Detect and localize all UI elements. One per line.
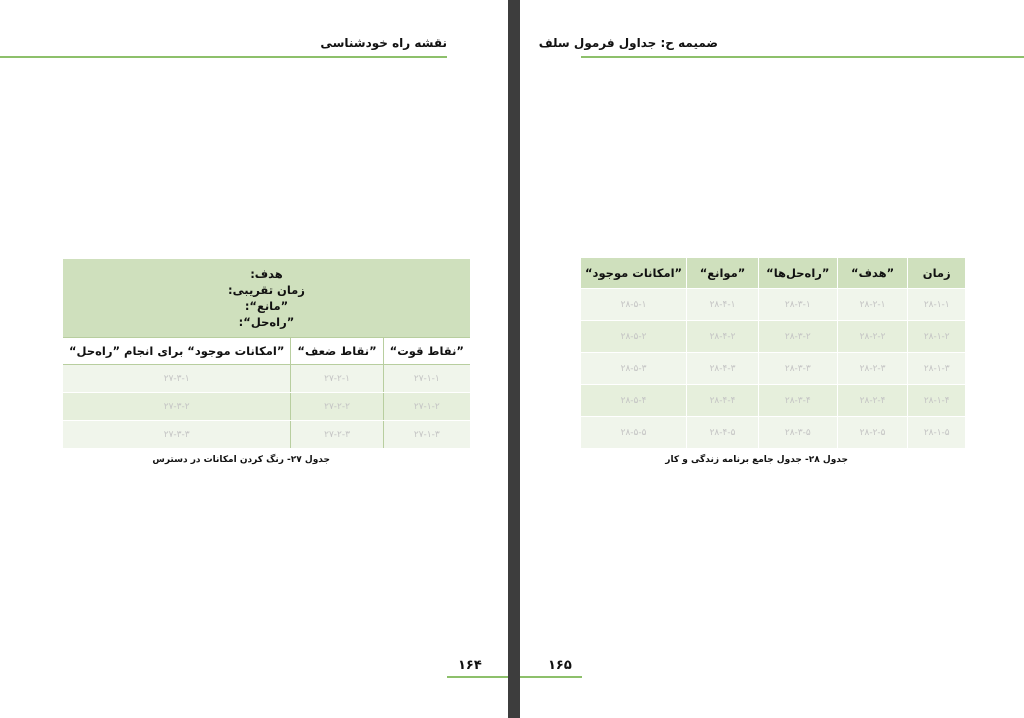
table-cell: ۲۸-۲-۳: [837, 353, 908, 385]
table-cell: ۲۸-۵-۳: [581, 353, 687, 385]
table-28-caption: جدول ۲۸- جدول جامع برنامه زندگی و کار: [665, 455, 848, 465]
table-27-goal-cell: [63, 259, 470, 338]
column-header: ”امکانات موجود“ برای انجام ”راه‌حل“: [63, 338, 291, 365]
table-cell: ۲۸-۵-۵: [581, 417, 687, 449]
table-cell: ۲۸-۲-۴: [837, 385, 908, 417]
table-27: [63, 259, 470, 449]
column-header: ”موانع“: [687, 258, 759, 289]
table-cell: ۲۷-۱-۱: [383, 365, 470, 393]
page-number-left: ۱۶۴: [458, 658, 482, 673]
table-28: [581, 258, 965, 448]
right-header-title: ضمیمه ح: جداول فرمول سلف: [538, 36, 718, 50]
table-row: [581, 353, 965, 385]
column-header: ”هدف“: [837, 258, 908, 289]
right-header-rule: [581, 56, 1024, 58]
table-row: [63, 393, 470, 421]
table-row: [63, 421, 470, 449]
table-cell: ۲۸-۲-۱: [837, 289, 908, 321]
table-cell: ۲۸-۵-۱: [581, 289, 687, 321]
column-header: ”نقاط قوت“: [383, 338, 470, 365]
table-cell: ۲۸-۳-۲: [758, 321, 837, 353]
column-header: ”راه‌حل‌ها“: [758, 258, 837, 289]
table-cell: ۲۸-۱-۲: [908, 321, 965, 353]
goal-line: هدف:: [250, 267, 283, 281]
table-cell: ۲۸-۴-۵: [687, 417, 759, 449]
table-cell: ۲۸-۱-۱: [908, 289, 965, 321]
right-footer-rule: [520, 676, 582, 678]
left-footer-rule: [447, 676, 508, 678]
table-cell: ۲۸-۳-۱: [758, 289, 837, 321]
table-cell: ۲۷-۳-۱: [63, 365, 291, 393]
table-cell: ۲۸-۱-۳: [908, 353, 965, 385]
left-page: [0, 0, 508, 718]
table-cell: ۲۸-۲-۲: [837, 321, 908, 353]
left-header-rule: [0, 56, 447, 58]
book-spine: [508, 0, 520, 718]
table-cell: ۲۷-۳-۳: [63, 421, 291, 449]
goal-line: ”راه‌حل“:: [238, 315, 295, 329]
table-cell: ۲۸-۴-۴: [687, 385, 759, 417]
table-cell: ۲۸-۳-۴: [758, 385, 837, 417]
column-header: زمان: [908, 258, 965, 289]
table-cell: ۲۷-۲-۲: [291, 393, 383, 421]
left-header-title: نقشه راه خودشناسی: [320, 36, 447, 50]
table-cell: ۲۸-۱-۴: [908, 385, 965, 417]
table-row: [581, 289, 965, 321]
column-header: ”امکانات موجود“: [581, 258, 687, 289]
table-cell: ۲۸-۱-۵: [908, 417, 965, 449]
table-cell: ۲۸-۵-۲: [581, 321, 687, 353]
goal-line: زمان تقریبی:: [228, 283, 305, 297]
table-cell: ۲۸-۳-۳: [758, 353, 837, 385]
table-cell: ۲۸-۴-۳: [687, 353, 759, 385]
table-row: [581, 321, 965, 353]
table-cell: ۲۷-۲-۱: [291, 365, 383, 393]
column-header: ”نقاط ضعف“: [291, 338, 383, 365]
goal-line: ”مانع“:: [244, 299, 289, 313]
table-cell: ۲۸-۴-۱: [687, 289, 759, 321]
table-cell: ۲۷-۲-۳: [291, 421, 383, 449]
table-cell: ۲۷-۱-۳: [383, 421, 470, 449]
table-cell: ۲۸-۳-۵: [758, 417, 837, 449]
table-cell: ۲۷-۳-۲: [63, 393, 291, 421]
table-cell: ۲۷-۱-۲: [383, 393, 470, 421]
page-number-right: ۱۶۵: [548, 658, 572, 673]
table-row: [581, 385, 965, 417]
table-cell: ۲۸-۵-۴: [581, 385, 687, 417]
table-row: [581, 417, 965, 449]
table-27-caption: جدول ۲۷- رنگ کردن امکانات در دسترس: [152, 455, 330, 465]
table-cell: ۲۸-۴-۲: [687, 321, 759, 353]
table-row: [63, 365, 470, 393]
table-cell: ۲۸-۲-۵: [837, 417, 908, 449]
